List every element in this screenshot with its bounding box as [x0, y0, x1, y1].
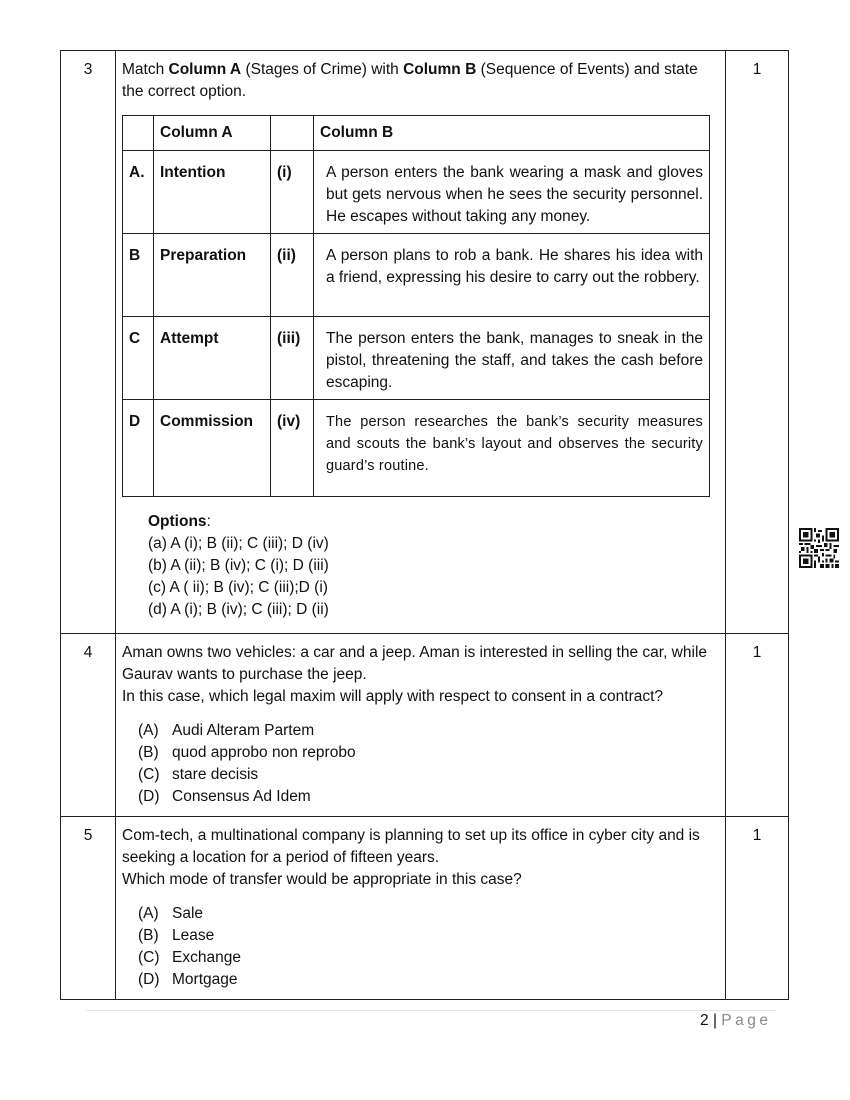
- option-label: (D): [138, 971, 160, 988]
- option-text: Exchange: [172, 949, 241, 966]
- option-label: (B): [138, 744, 159, 761]
- marks-cell: [726, 634, 789, 817]
- question-number-cell: [61, 634, 116, 817]
- question-number: 3: [83, 61, 93, 78]
- mcq-option: [138, 742, 719, 764]
- option-text: quod approbo non reprobo: [172, 744, 356, 761]
- match-table: [122, 115, 710, 497]
- options-heading: Options:: [148, 513, 211, 530]
- row-roman: (i): [271, 151, 314, 234]
- row-roman: (iv): [271, 400, 314, 497]
- question-row-3: [61, 51, 789, 634]
- question-body: [116, 634, 725, 816]
- question-marks: 1: [752, 827, 762, 844]
- option-c: (c) A ( ii); B (iv); C (iii);D (i): [148, 579, 328, 596]
- mcq-option: [138, 925, 719, 947]
- row-key: C: [123, 317, 154, 400]
- match-row: [123, 400, 710, 497]
- option-label: (A): [138, 905, 159, 922]
- question-stem: [122, 59, 719, 103]
- option-label: (C): [138, 766, 160, 783]
- option-label: (B): [138, 927, 159, 944]
- question-body: [116, 51, 725, 629]
- page-separator: |: [712, 1012, 717, 1029]
- option-d: (d) A (i); B (iv); C (iii); D (ii): [148, 601, 329, 618]
- question-number-cell: [61, 817, 116, 1000]
- match-row: [123, 317, 710, 400]
- option-label: (C): [138, 949, 160, 966]
- question-number: 5: [83, 827, 93, 844]
- page-number-value: 2: [700, 1012, 709, 1029]
- question-row-5: [61, 817, 789, 1000]
- row-event: A person plans to rob a bank. He shares his idea with a friend, expressing his desire to carry out the robbery.: [314, 234, 710, 317]
- header-column-b: Column B: [314, 116, 710, 151]
- match-row: [123, 234, 710, 317]
- question-marks: 1: [752, 61, 762, 78]
- marks-cell: [726, 51, 789, 634]
- mcq-option: [138, 903, 719, 925]
- option-text: Sale: [172, 905, 204, 922]
- question-row-4: [61, 634, 789, 817]
- header-column-a: Column A: [154, 116, 271, 151]
- match-table-header: [123, 116, 710, 151]
- stem-text: (Sequence of Events) and state the correct option.: [122, 61, 698, 100]
- options-block: [148, 511, 719, 621]
- footer-divider: [86, 1010, 776, 1011]
- row-key: B: [123, 234, 154, 317]
- mcq-options: [138, 903, 719, 991]
- mcq-option: [138, 947, 719, 969]
- question-number-cell: [61, 51, 116, 634]
- page-word: Page: [721, 1012, 772, 1029]
- stem-paragraph: In this case, which legal maxim will apply with respect to consent in a contract?: [122, 688, 664, 705]
- row-key: D: [123, 400, 154, 497]
- mcq-option: [138, 720, 719, 742]
- option-text: Mortgage: [172, 971, 238, 988]
- stem-paragraph: Which mode of transfer would be appropriate in this case?: [122, 871, 522, 888]
- row-stage: Commission: [154, 400, 271, 497]
- option-a: (a) A (i); B (ii); C (iii); D (iv): [148, 535, 329, 552]
- options-title: Options: [148, 513, 207, 530]
- mcq-option: [138, 969, 719, 991]
- stem-text: Match: [122, 61, 169, 78]
- question-content-cell: [116, 634, 726, 817]
- question-number: 4: [83, 644, 93, 661]
- row-stage: Preparation: [154, 234, 271, 317]
- question-table: [60, 50, 789, 1000]
- question-marks: 1: [752, 644, 762, 661]
- question-stem: [122, 825, 719, 891]
- row-event: The person enters the bank, manages to sneak in the pistol, threatening the staff, and takes the cash before escaping.: [314, 317, 710, 400]
- stem-bold-column-a: Column A: [168, 61, 242, 78]
- question-content-cell: [116, 51, 726, 634]
- mcq-options: [138, 720, 719, 808]
- question-content-cell: [116, 817, 726, 1000]
- qr-code-icon: [799, 528, 839, 568]
- option-text: Consensus Ad Idem: [172, 788, 311, 805]
- row-stage: Attempt: [154, 317, 271, 400]
- option-b: (b) A (ii); B (iv); C (i); D (iii): [148, 557, 329, 574]
- match-row: [123, 151, 710, 234]
- question-stem: [122, 642, 719, 708]
- page-number: [700, 1012, 771, 1030]
- row-event: The person researches the bank’s security measures and scouts the bank’s layout and observes the security guard’s routine.: [314, 400, 710, 497]
- question-body: [116, 817, 725, 999]
- option-label: (A): [138, 722, 159, 739]
- stem-paragraph: Aman owns two vehicles: a car and a jeep. Aman is interested in selling the car, while Gaurav wants to purchase the jeep.: [122, 644, 708, 683]
- mcq-option: [138, 764, 719, 786]
- option-label: (D): [138, 788, 160, 805]
- row-key: A.: [123, 151, 154, 234]
- row-roman: (iii): [271, 317, 314, 400]
- option-text: Lease: [172, 927, 215, 944]
- option-text: Audi Alteram Partem: [172, 722, 315, 739]
- header-blank: [123, 116, 154, 151]
- stem-text: (Stages of Crime) with: [241, 61, 404, 78]
- marks-cell: [726, 817, 789, 1000]
- row-event: A person enters the bank wearing a mask and gloves but gets nervous when he sees the security personnel. He escapes without taking any money.: [314, 151, 710, 234]
- row-stage: Intention: [154, 151, 271, 234]
- row-roman: (ii): [271, 234, 314, 317]
- header-blank: [271, 116, 314, 151]
- mcq-option: [138, 786, 719, 808]
- stem-paragraph: Com-tech, a multinational company is planning to set up its office in cyber city and is seeking a location for a period of fifteen years.: [122, 827, 700, 866]
- stem-bold-column-b: Column B: [403, 61, 477, 78]
- option-text: stare decisis: [172, 766, 259, 783]
